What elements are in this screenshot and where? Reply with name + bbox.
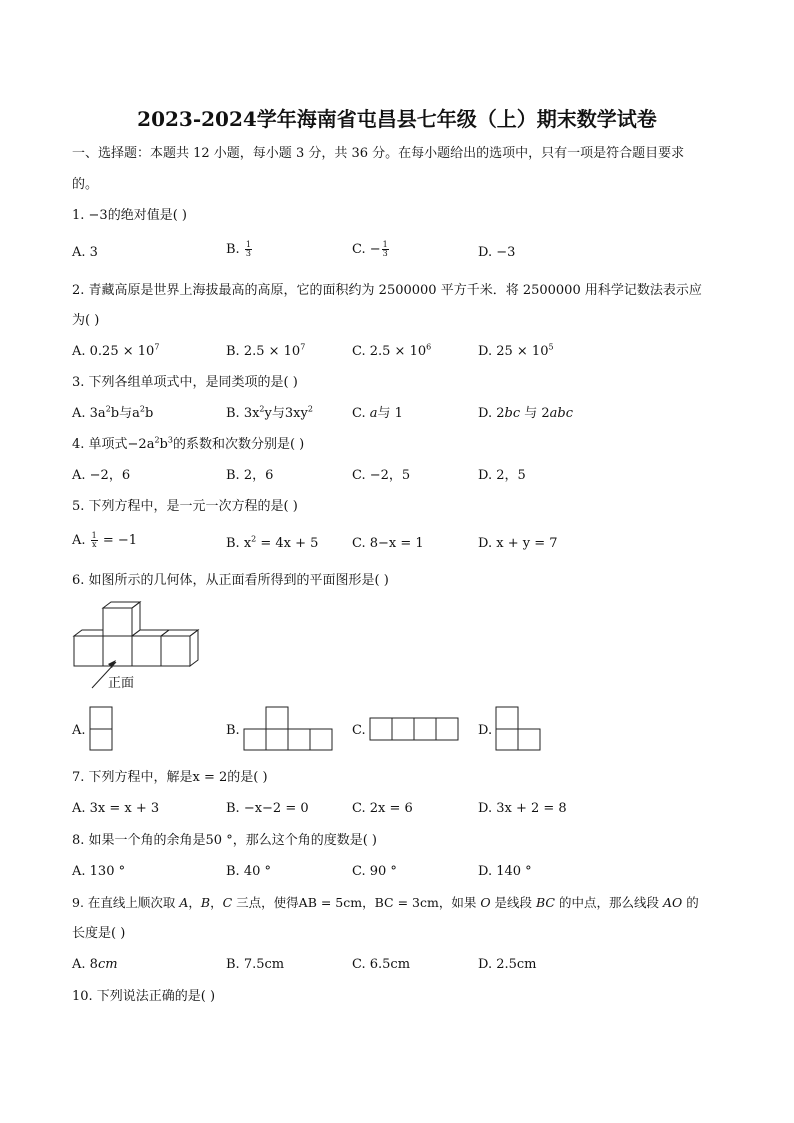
section-heading-line2: 的。 <box>72 177 99 192</box>
question-8-stem: 8. 如果一个角的余角是50 °，那么这个角的度数是( ) <box>72 833 377 848</box>
q7-option-a: A. 3x = x + 3 <box>72 801 160 816</box>
question-10-stem: 10. 下列说法正确的是( ) <box>72 989 216 1004</box>
front-view-label: 正面 <box>108 676 135 691</box>
fraction: $\frac{1}{3}$ <box>382 240 388 258</box>
question-6-stem: 6. 如图所示的几何体，从正面看所得到的平面图形是( ) <box>72 573 389 588</box>
q6-option-b-label: B. <box>226 723 240 738</box>
question-4-stem: 4. 单项式$-2a^2b^3$的系数和次数分别是( ) <box>72 435 305 452</box>
q5-option-a: A. $\frac{1}{x}$ = −1 <box>72 531 138 549</box>
question-2-stem-line1: 2. 青藏高原是世界上海拔最高的高原，它的面积约为 2500000 平方千米．将 2500000 用科学记数法表示应 <box>72 283 702 298</box>
question-1-stem: 1. −3的绝对值是( ) <box>72 208 187 223</box>
section-heading-line1: 一、选择题：本题共 12 小题，每小题 3 分，共 36 分。在每小题给出的选项中，只有一项是符合题目要求 <box>72 146 685 161</box>
q7-option-b: B. −x−2 = 0 <box>226 801 309 816</box>
q2-option-b: B. $2.5 \times 10^7$ <box>226 342 306 359</box>
q6-option-d-figure <box>494 706 542 752</box>
q2-option-d: D. $25 \times 10^5$ <box>478 342 554 359</box>
question-9-stem-line1: 9. 在直线上顺次取 A，B，C 三点，使得AB = 5cm，BC = 3cm，如果 O 是线段 BC 的中点，那么线段 AO 的 <box>72 895 699 910</box>
q4-option-d: D. 2，5 <box>478 468 526 483</box>
question-3-stem: 3. 下列各组单项式中，是同类项的是( ) <box>72 375 298 390</box>
q5-option-c: C. 8−x = 1 <box>352 536 424 551</box>
solid-figure-diagram <box>70 600 210 692</box>
q6-option-a-label: A. <box>72 723 86 738</box>
question-7-stem: 7. 下列方程中，解是x = 2的是( ) <box>72 770 268 785</box>
q6-option-c-figure <box>368 716 460 742</box>
q8-option-a: A. 130 ° <box>72 864 126 879</box>
fraction: $\frac{1}{3}$ <box>245 240 251 258</box>
q3-option-a: A. $3a^2b$与$a^2b$ <box>72 404 154 421</box>
q5-option-d: D. x + y = 7 <box>478 536 558 551</box>
q5-option-b: B. $x^2 = 4x + 5$ <box>226 534 319 551</box>
q6-option-a-figure <box>88 706 114 752</box>
q8-option-c: C. 90 ° <box>352 864 397 879</box>
q1-option-b: B. $\frac{1}{3}$ <box>226 240 251 258</box>
q3-option-d: D. 2bc 与 2abc <box>478 406 574 421</box>
q4-option-a: A. −2，6 <box>72 468 131 483</box>
q7-option-d: D. 3x + 2 = 8 <box>478 801 567 816</box>
q6-option-d-label: D. <box>478 723 493 738</box>
q8-option-b: B. 40 ° <box>226 864 271 879</box>
q6-option-b-figure <box>242 706 334 752</box>
q2-option-c: C. $2.5 \times 10^6$ <box>352 342 432 359</box>
q3-option-c: C. a与 1 <box>352 406 403 421</box>
q2-option-a: A. $0.25 \times 10^7$ <box>72 342 160 359</box>
q8-option-d: D. 140 ° <box>478 864 532 879</box>
q3-option-b: B. $3x^2y$与$3xy^2$ <box>226 404 313 421</box>
q9-option-b: B. 7.5cm <box>226 957 285 972</box>
q1-option-c: C. − $\frac{1}{3}$ <box>352 240 388 258</box>
q9-option-d: D. 2.5cm <box>478 957 537 972</box>
q7-option-c: C. 2x = 6 <box>352 801 413 816</box>
question-9-stem-line2: 长度是( ) <box>72 926 126 941</box>
q1-option-a: A. 3 <box>72 245 98 260</box>
q9-option-a: A. 8cm <box>72 957 118 972</box>
q4-option-b: B. 2，6 <box>226 468 274 483</box>
question-5-stem: 5. 下列方程中，是一元一次方程的是( ) <box>72 499 298 514</box>
question-2-stem-line2: 为( ) <box>72 313 100 328</box>
q9-option-c: C. 6.5cm <box>352 957 411 972</box>
q1-option-d: D. −3 <box>478 245 516 260</box>
page-title: 2023-2024学年海南省屯昌县七年级（上）期末数学试卷 <box>137 107 657 131</box>
fraction: $\frac{1}{x}$ <box>91 531 97 549</box>
q6-option-c-label: C. <box>352 723 366 738</box>
q4-option-c: C. −2，5 <box>352 468 411 483</box>
